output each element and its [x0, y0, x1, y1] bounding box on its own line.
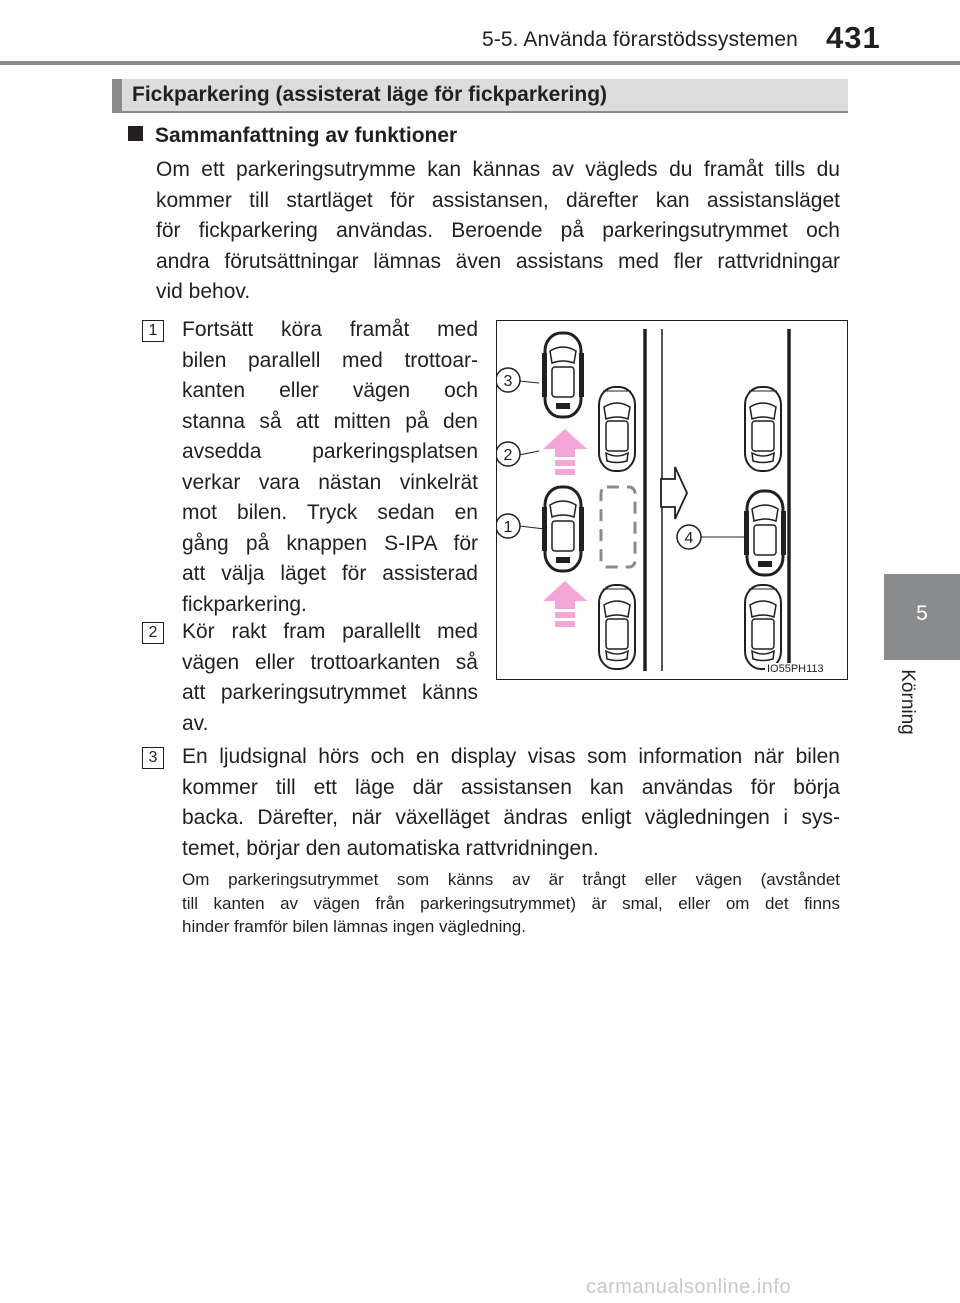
callout-3: 3	[503, 373, 513, 390]
step-line: mot bilen. Tryck sedan en	[182, 501, 478, 524]
step-line: backa. Därefter, när växelläget ändras enligt vägledningen i sys-	[182, 806, 840, 829]
step-1-text	[182, 315, 478, 620]
subsection-title: Sammanfattning av funktioner	[155, 124, 458, 147]
step-line: kanten eller vägen och	[182, 379, 478, 402]
step-line: att välja läget för assisterad	[182, 562, 478, 585]
callout-1: 1	[503, 519, 513, 536]
step-line: Kör rakt fram parallellt med	[182, 620, 478, 643]
header-divider	[0, 61, 960, 65]
parking-diagram-illustration	[497, 321, 849, 681]
callout-2: 2	[503, 447, 513, 464]
watermark: carmanualsonline.info	[586, 1276, 792, 1298]
step-line: En ljudsignal hörs och en display visas som information när bilen	[182, 745, 840, 768]
step-number-badge: 1	[142, 320, 164, 342]
step-number-badge: 3	[142, 747, 164, 769]
intro-line: andra förutsättningar lämnas även assistans med fler rattvridningar	[156, 249, 840, 273]
step-line: avsedda parkeringsplatsen	[182, 440, 478, 463]
section-heading: Fickparkering (assisterat läge för fickparkering)	[132, 83, 608, 106]
note-line: till kanten av vägen från parkeringsutrymmet) är smal, eller om det finns	[182, 893, 840, 913]
page-number: 431	[826, 20, 881, 55]
step-line: vägen eller trottoarkanten så	[182, 650, 478, 674]
square-bullet-icon	[128, 126, 143, 141]
chapter-tab	[884, 574, 960, 660]
note-paragraph	[182, 868, 840, 939]
intro-line: för fickparkering användas. Beroende på parkeringsutrymmet och	[156, 219, 840, 242]
step-line: kommer till ett läge där assistansen kan användas för börja	[182, 775, 840, 799]
parking-diagram	[496, 320, 848, 680]
step-line: temet, börjar den automatiska rattvridningen.	[182, 836, 599, 860]
step-line: stanna så att mitten på den	[182, 409, 478, 433]
step-line: fickparkering.	[182, 592, 307, 616]
callout-4: 4	[684, 530, 694, 547]
chapter-number: 5	[916, 602, 928, 625]
intro-paragraph	[156, 155, 840, 308]
step-2-text	[182, 617, 478, 739]
note-line: hinder framför bilen lämnas ingen vägledning.	[182, 917, 526, 936]
step-3-text	[182, 742, 840, 864]
note-line: Om parkeringsutrymmet som känns av är trångt eller vägen (avståndet	[182, 870, 840, 889]
intro-line: vid behov.	[156, 280, 251, 303]
intro-line: Om ett parkeringsutrymme kan kännas av vägleds du framåt tills du	[156, 158, 840, 181]
step-line: av.	[182, 711, 209, 735]
subsection-heading	[128, 124, 457, 148]
intro-line: kommer till startläget för assistansen, därefter kan assistansläget	[156, 188, 840, 212]
section-heading-accent	[112, 79, 122, 113]
header-title: 5-5. Använda förarstödssystemen	[482, 28, 798, 51]
step-line: verkar vara nästan vinkelrät	[182, 470, 478, 494]
step-line: att parkeringsutrymmet känns	[182, 681, 478, 704]
step-line: Fortsätt köra framåt med	[182, 318, 478, 341]
chapter-label: Körning	[897, 669, 918, 735]
diagram-code: IO55PH113	[767, 663, 824, 675]
section-heading-bar	[112, 79, 848, 113]
step-number-badge: 2	[142, 622, 164, 644]
step-line: bilen parallell med trottoar-	[182, 348, 478, 372]
step-line: gång på knappen S-IPA för	[182, 531, 478, 555]
